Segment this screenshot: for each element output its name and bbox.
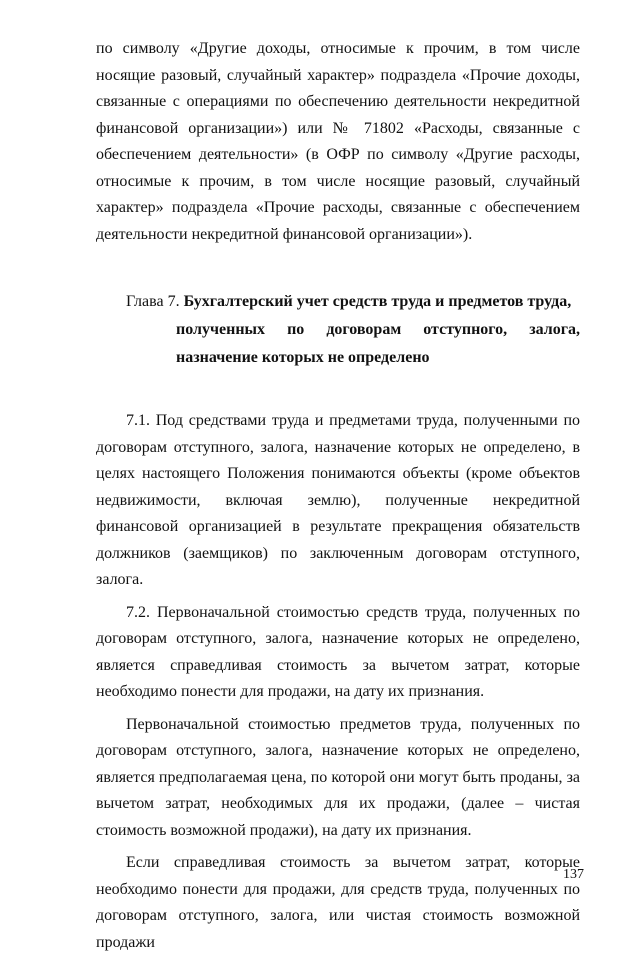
document-page xyxy=(96,36,580,956)
spacer xyxy=(96,372,580,408)
chapter-title-rest: полученных по договорам отступного, залога, назначение которых не определено xyxy=(176,321,580,366)
chapter-heading xyxy=(96,288,580,372)
chapter-heading-line1 xyxy=(96,288,580,316)
paragraph-fair-value: Если справедливая стоимость за вычетом затрат, которые необходимо понести для продажи, для средств труда, полученных по договорам отступного, залога, или чистая стоимость возможной продажи xyxy=(96,854,580,951)
top-paragraph: по символу «Другие доходы, относимые к прочим, в том числе носящие разовый, случайный характер» подраздела «Прочие доходы, связанные с операциями по обеспечению деятельности некредитной финансовой организации») или № 71802 «Расходы, связанные с обеспечением деятельности» (в ОФР по символу «Другие расходы, относимые к прочим, в том числе носящие разовый, случайный характер» подраздела «Прочие расходы, связанные с обеспечением деятельности некредитной финансовой организации»). xyxy=(96,40,580,243)
chapter-prefix: Глава 7. xyxy=(126,293,180,310)
paragraph-initial-cost-items: Первоначальной стоимостью предметов труда, полученных по договорам отступного, залога, назначение которых не определено, является предполагаемая цена, по которой они могут быть проданы, за вычетом затрат, необходимых для их продажи, (далее – чистая стоимость возможной продажи), на дату их признания. xyxy=(96,715,580,839)
page-number: 137 xyxy=(563,867,584,882)
paragraph-7-2: 7.2. Первоначальной стоимостью средств труда, полученных по договорам отступного, залога, назначение которых не определено, является справедливая стоимость за вычетом затрат, которые необходимо понести для продажи, на дату их признания. xyxy=(96,603,580,700)
chapter-title-line1: Бухгалтерский учет средств труда и предметов труда, xyxy=(183,293,572,310)
paragraph-7-1: 7.1. Под средствами труда и предметами труда, полученными по договорам отступного, залога, назначение которых не определено, в целях настоящего Положения понимаются объекты (кроме объектов недвижимости, включая землю), полученные некредитной финансовой организацией в результате прекращения обязательств должников (заемщиков) по заключенным договорам отступного, залога. xyxy=(96,412,580,588)
spacer xyxy=(96,248,580,288)
